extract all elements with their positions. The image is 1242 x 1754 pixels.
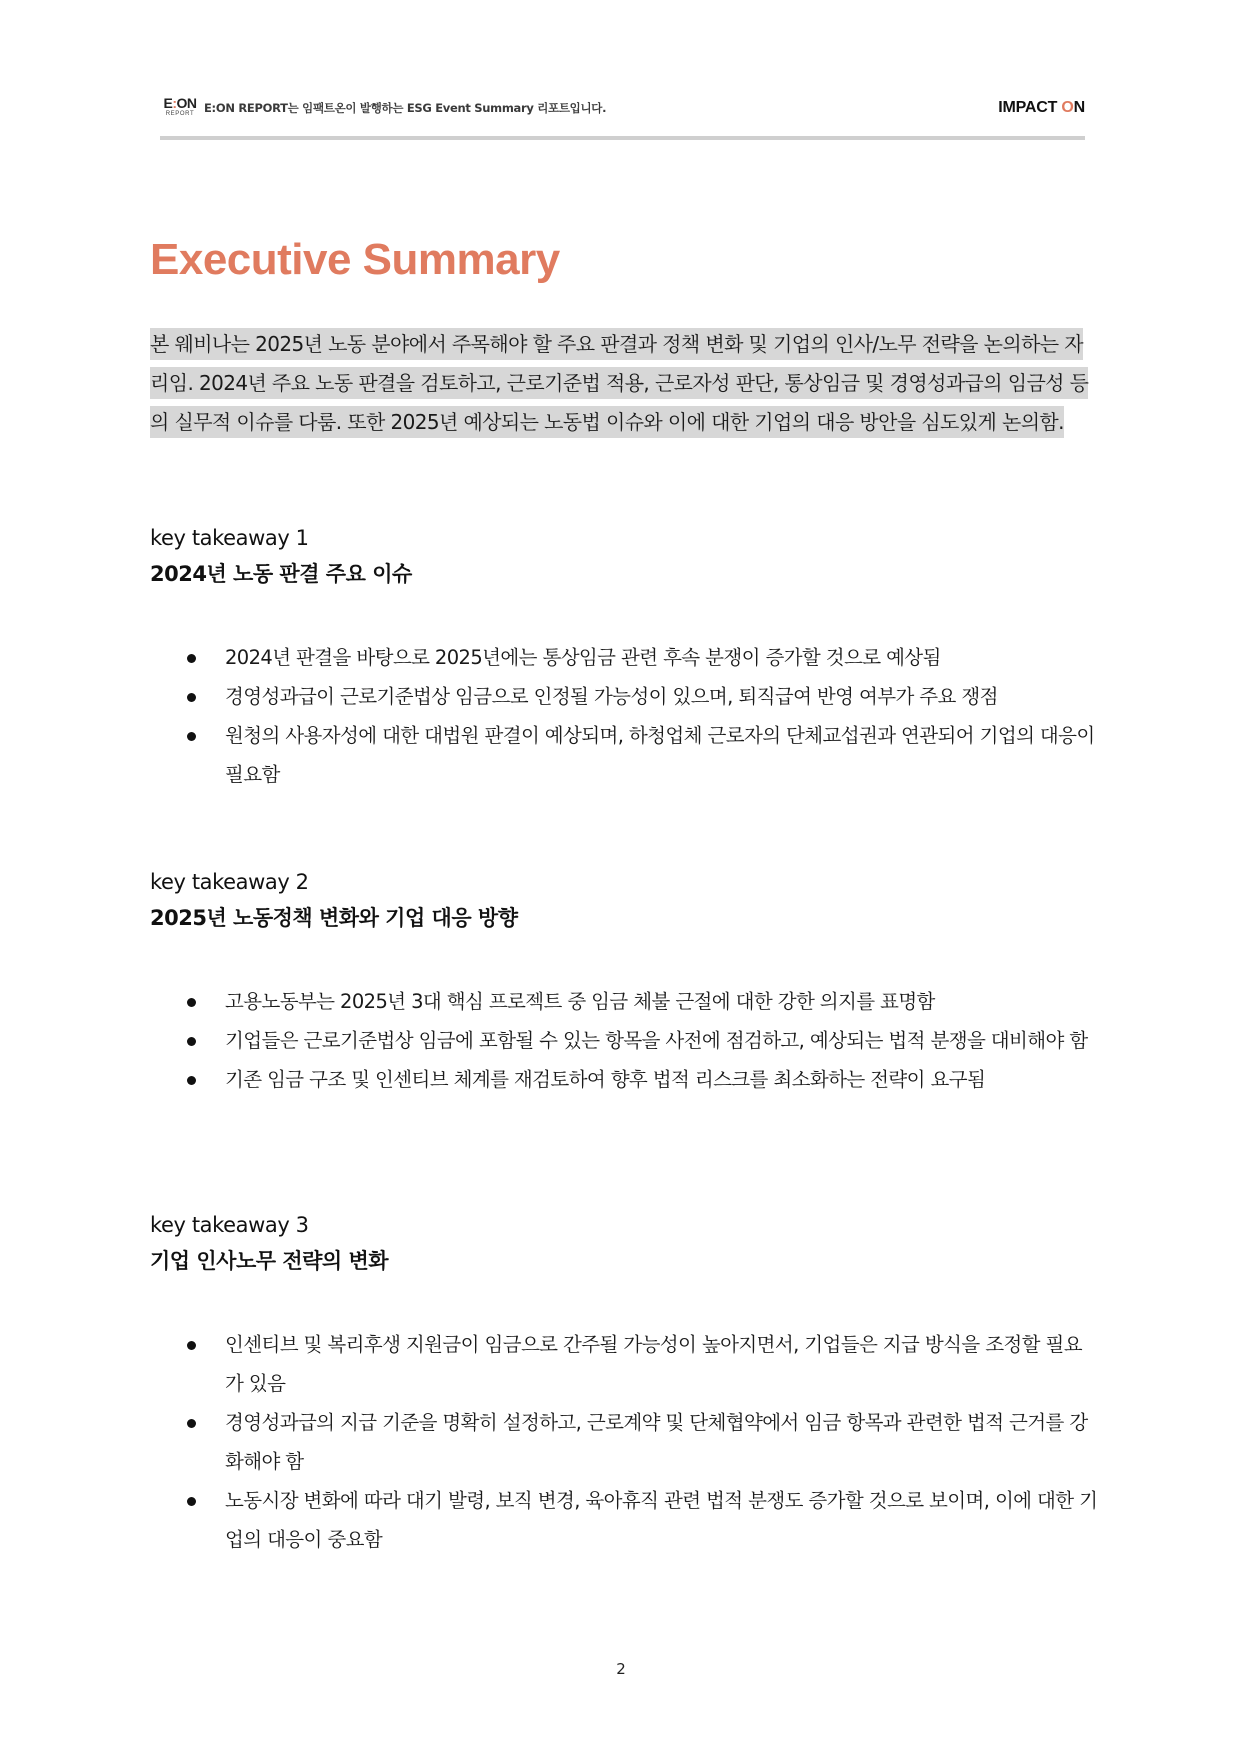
takeaway-label: key takeaway 1 (150, 526, 309, 550)
bullet-icon (187, 1076, 196, 1085)
list-item: 2024년 판결을 바탕으로 2025년에는 통상임금 관련 후속 분쟁이 증가할 것으로 예상됨 (150, 638, 1100, 677)
eon-report-logo: E:ON REPORT (160, 96, 200, 117)
takeaway-label: key takeaway 3 (150, 1213, 309, 1237)
list-item: 기업들은 근로기준법상 임금에 포함될 수 있는 항목을 사전에 점검하고, 예상되는 법적 분쟁을 대비해야 함 (150, 1021, 1100, 1060)
takeaway-label: key takeaway 2 (150, 870, 309, 894)
bullet-icon (187, 654, 196, 663)
takeaway-bullet-list (150, 982, 1100, 1099)
page-header (160, 96, 1085, 140)
takeaway-bullet-list (150, 1325, 1100, 1559)
bullet-icon (187, 998, 196, 1007)
takeaway-section-1 (150, 520, 1100, 786)
list-item: 원청의 사용자성에 대한 대법원 판결이 예상되며, 하청업체 근로자의 단체교섭권과 연관되어 기업의 대응이 필요함 (150, 716, 1100, 794)
takeaway-bullet-list (150, 638, 1100, 794)
takeaway-subtitle: 2024년 노동 판결 주요 이슈 (150, 562, 412, 586)
impact-on-logo: IMPACT ON (998, 99, 1085, 116)
takeaway-section-3 (150, 1207, 1100, 1551)
intro-paragraph (150, 325, 1090, 442)
page-number: 2 (616, 1660, 626, 1678)
list-item: 고용노동부는 2025년 3대 핵심 프로젝트 중 임금 체불 근절에 대한 강한 의지를 표명함 (150, 982, 1100, 1021)
list-item: 경영성과급의 지급 기준을 명확히 설정하고, 근로계약 및 단체협약에서 임금 항목과 관련한 법적 근거를 강화해야 함 (150, 1403, 1100, 1481)
list-item: 기존 임금 구조 및 인센티브 체계를 재검토하여 향후 법적 리스크를 최소화하는 전략이 요구됨 (150, 1060, 1100, 1099)
page-title: Executive Summary (150, 235, 560, 284)
bullet-icon (187, 1341, 196, 1350)
list-item: 경영성과급이 근로기준법상 임금으로 인정될 가능성이 있으며, 퇴직급여 반영 여부가 주요 쟁점 (150, 677, 1100, 716)
header-description: E:ON REPORT는 임팩트온이 발행하는 ESG Event Summary 리포트입니다. (204, 101, 607, 115)
takeaway-subtitle: 기업 인사노무 전략의 변화 (150, 1249, 389, 1273)
list-item: 노동시장 변화에 따라 대기 발령, 보직 변경, 육아휴직 관련 법적 분쟁도 증가할 것으로 보이며, 이에 대한 기업의 대응이 중요함 (150, 1481, 1100, 1559)
intro-text: 본 웨비나는 2025년 노동 분야에서 주목해야 할 주요 판결과 정책 변화 및 기업의 인사/노무 전략을 논의하는 자리임. 2024년 주요 노동 판결을 검토하고, 근로기준법 적용, 근로자성 판단, 통상임금 및 경영성과급의 임금성 등의 실무적 이슈를 다룸. 또한 2025년 예상되는 노동법 이슈와 이에 대한 기업의 대응 방안을 심도있게 논의함. (150, 328, 1088, 438)
bullet-icon (187, 732, 196, 741)
bullet-icon (187, 693, 196, 702)
takeaway-section-2 (150, 864, 1100, 1091)
list-item: 인센티브 및 복리후생 지원금이 임금으로 간주될 가능성이 높아지면서, 기업들은 지급 방식을 조정할 필요가 있음 (150, 1325, 1100, 1403)
bullet-icon (187, 1497, 196, 1506)
eon-report-logo-sub: REPORT (165, 111, 195, 117)
bullet-icon (187, 1419, 196, 1428)
takeaway-subtitle: 2025년 노동정책 변화와 기업 대응 방향 (150, 906, 518, 930)
bullet-icon (187, 1037, 196, 1046)
